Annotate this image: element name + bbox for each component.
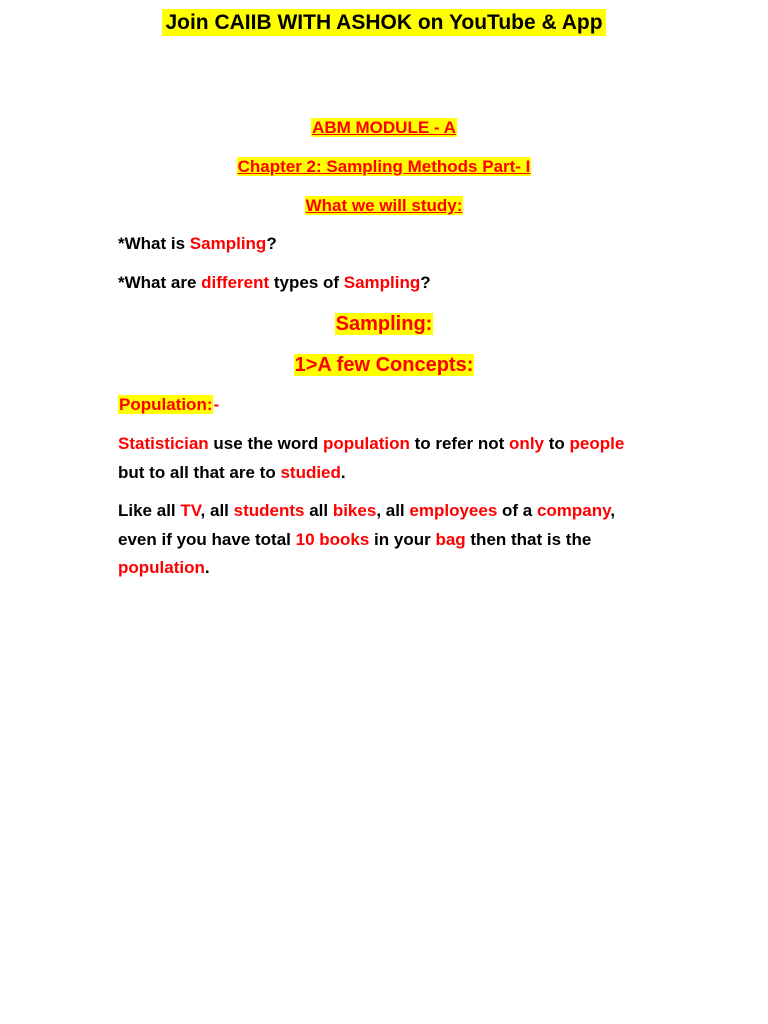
question-key-term: different [201, 273, 270, 292]
population-example-paragraph [118, 497, 648, 583]
body-text: use the word [208, 434, 323, 453]
question-types-of-sampling [118, 271, 431, 295]
question-text: types of [269, 273, 344, 292]
key-term: 10 books [295, 529, 370, 549]
key-term: TV [180, 501, 201, 520]
body-text: of a [497, 501, 537, 520]
question-text: ? [266, 234, 277, 253]
module-heading-text: ABM MODULE - A [312, 118, 456, 137]
body-text: to refer not [409, 434, 510, 453]
key-term: bikes [332, 501, 377, 520]
population-label-text: Population: [119, 395, 213, 414]
key-term: bag [435, 529, 466, 549]
sampling-heading [0, 310, 768, 338]
study-heading [0, 194, 768, 218]
concepts-heading [0, 351, 768, 379]
body-text: , all [200, 501, 234, 520]
question-what-is-sampling [118, 232, 277, 256]
promo-banner-text: Join CAIIB WITH ASHOK on YouTube & App [162, 9, 605, 36]
body-text: . [340, 462, 346, 482]
key-term: company [536, 501, 611, 520]
body-text: to [544, 434, 570, 453]
body-text: , all [376, 501, 410, 520]
body-text: in your [369, 529, 436, 549]
chapter-heading-text: Chapter 2: Sampling Methods Part- I [237, 157, 531, 176]
question-text: *What is [118, 234, 190, 253]
key-term: only [509, 434, 544, 453]
chapter-heading [0, 155, 768, 179]
question-key-term: Sampling [343, 273, 421, 292]
sampling-heading-text: Sampling: [335, 313, 433, 335]
body-text: Like all [118, 501, 181, 520]
body-text: all [304, 501, 333, 520]
key-term: students [233, 501, 305, 520]
population-label-suffix: - [213, 395, 220, 414]
key-term: employees [409, 501, 498, 520]
study-heading-text: What we will study: [305, 196, 463, 215]
key-term: population [323, 434, 410, 453]
module-heading [0, 116, 768, 140]
body-text: then that is the [465, 529, 592, 549]
key-term: population [118, 558, 205, 577]
key-term: studied [280, 462, 341, 482]
body-text: . [204, 558, 210, 577]
concepts-heading-text: 1>A few Concepts: [294, 354, 474, 376]
body-text: , even if you have total [118, 501, 616, 549]
body-text: but to all that are to [118, 462, 281, 482]
population-definition-paragraph [118, 430, 648, 487]
key-term: Statistician [118, 434, 209, 453]
question-text: ? [420, 273, 431, 292]
population-label [118, 393, 219, 417]
promo-banner [0, 8, 768, 38]
question-text: *What are [118, 273, 202, 292]
question-key-term: Sampling [189, 234, 267, 253]
key-term: people [569, 434, 625, 453]
